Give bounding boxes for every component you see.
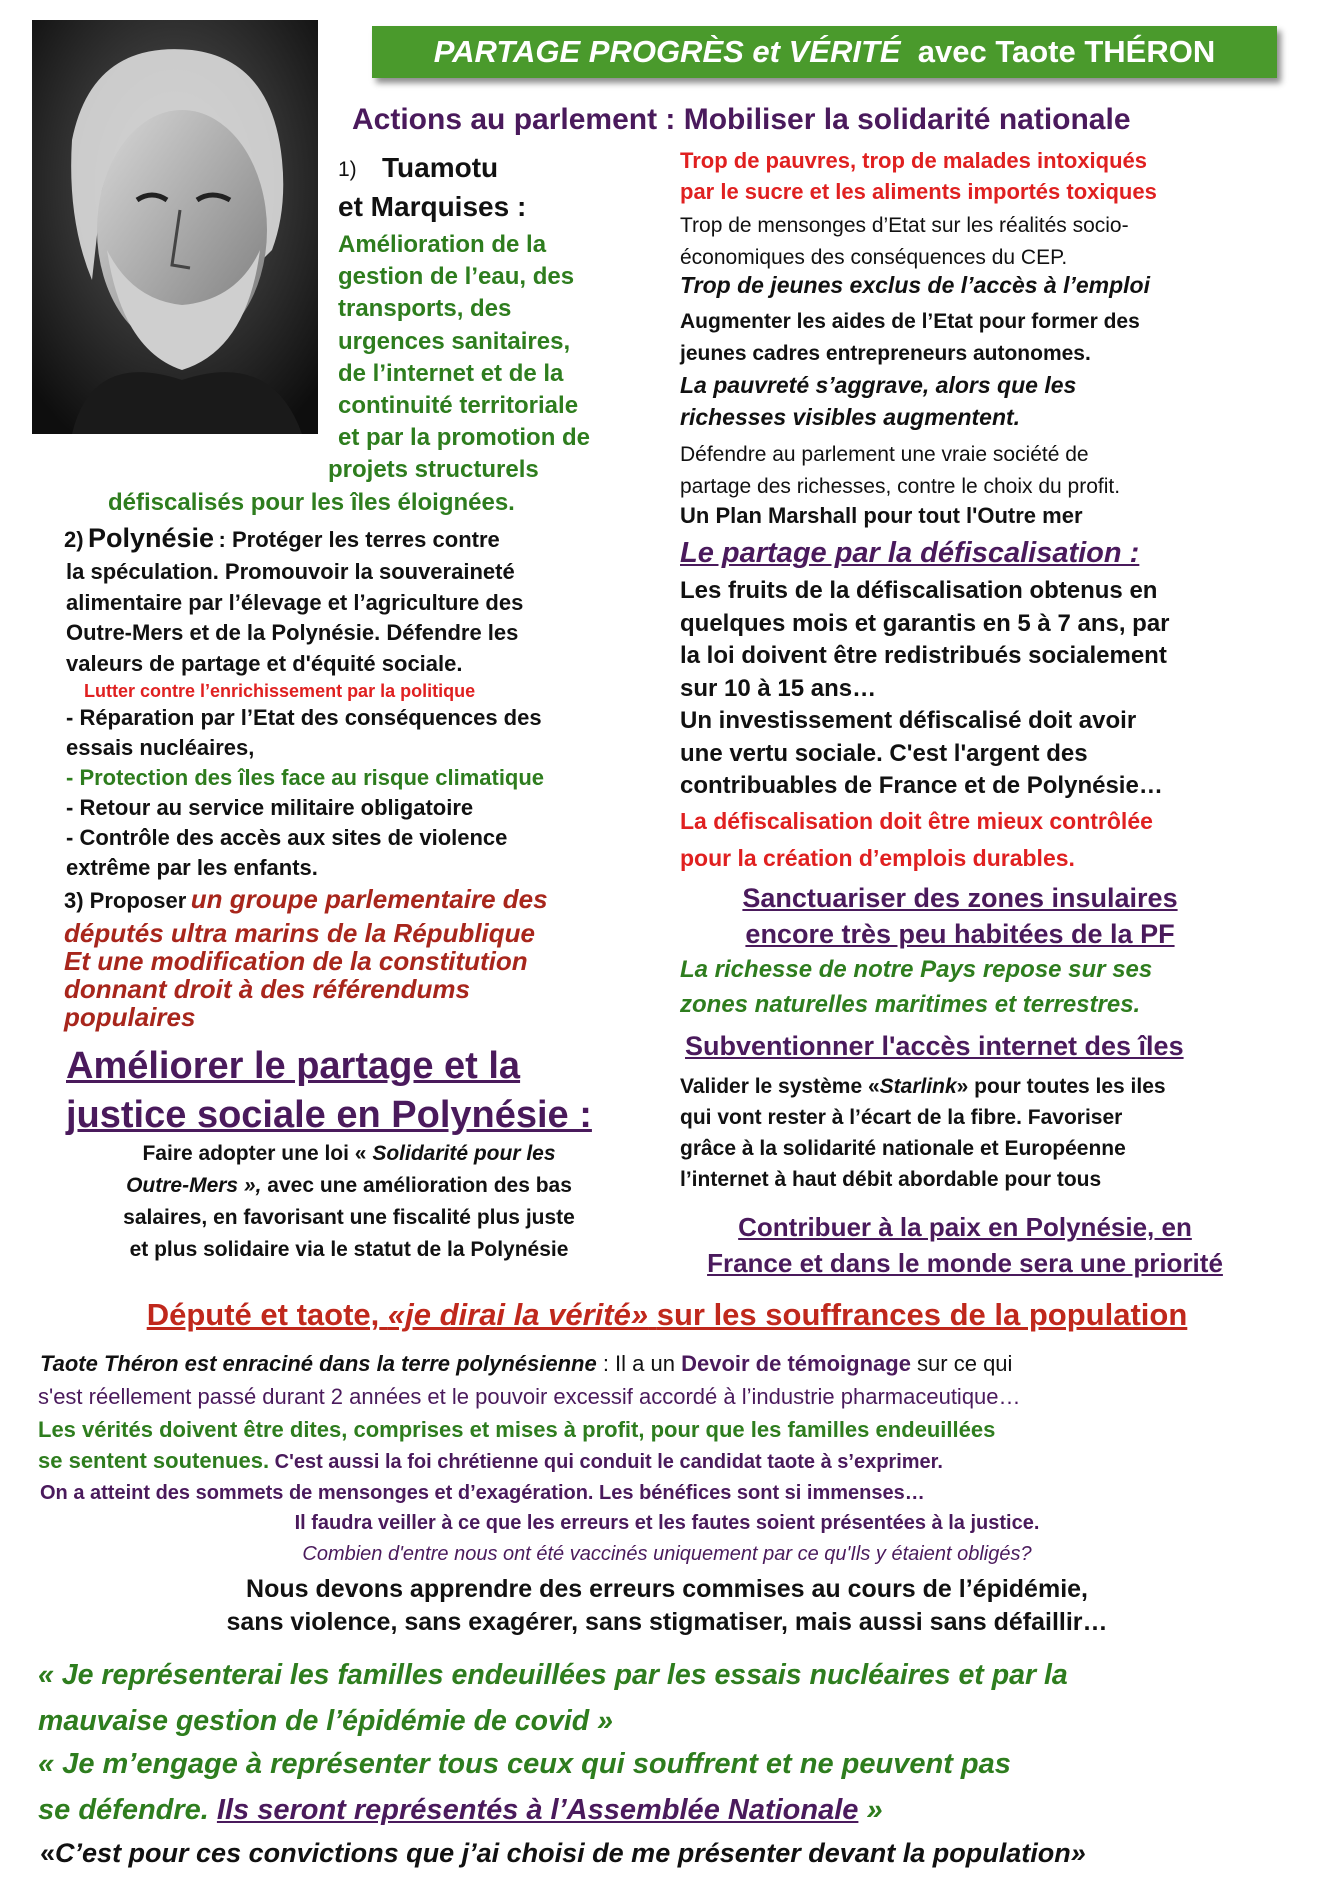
p3-line: un groupe parlementaire des — [190, 884, 548, 914]
p1-line: et par la promotion de — [338, 424, 591, 452]
quote-2-b — [38, 1787, 1011, 1833]
p1-body — [108, 229, 591, 519]
bottom-line-2: s'est réellement passé durant 2 années et le pouvoir excessif accordé à l’industrie pharmaceutique… — [38, 1384, 1021, 1409]
aid-line: jeunes cadres entrepreneurs autonomes. — [680, 342, 1091, 365]
p3-line: Et une modification de la constitution — [64, 946, 528, 976]
p3-lead: 3) Proposer — [64, 888, 187, 913]
bullet-military: - Retour au service militaire obligatoire — [66, 795, 474, 820]
p2-number: 2) — [64, 527, 84, 552]
red-line: Trop de pauvres, trop de malades intoxiqués — [680, 148, 1148, 173]
p1-line: urgences sanitaires, — [338, 327, 571, 355]
p1-line: gestion de l’eau, des — [338, 263, 575, 291]
bottom-title-a: Député et taote, — [146, 1297, 380, 1332]
quote-2-b-c: » — [858, 1794, 883, 1826]
candidate-portrait — [32, 20, 318, 434]
fruits-text — [680, 575, 1170, 803]
p2-bullets — [66, 703, 544, 883]
p2-line: Outre-Mers et de la Polynésie. Défendre les — [66, 620, 519, 645]
bottom-line-3: Les vérités doivent être dites, comprises et mises à profit, pour que les familles endeuillées — [38, 1417, 996, 1442]
aid-text — [680, 306, 1140, 370]
p3-first-line — [64, 884, 548, 915]
fruits-line: Les fruits de la défiscalisation obtenus en — [680, 577, 1158, 604]
starlink-text — [680, 1071, 1166, 1195]
bullet-control-cont: extrême par les enfants. — [66, 855, 318, 880]
quote-2-a: « Je m’engage à représenter tous ceux qui souffrent et ne peuvent pas — [38, 1748, 1011, 1780]
p1-line: de l’internet et de la — [338, 359, 564, 387]
improve-line-3: salaires, en favorisant une fiscalité plus juste — [123, 1206, 575, 1229]
bottom-line-1 — [40, 1351, 1012, 1377]
control-line: pour la création d’emplois durables. — [680, 845, 1075, 871]
bottom-line-7: Combien d'entre nous ont été vaccinés uniquement par ce qu'Ils y étaient obligés? — [302, 1543, 1032, 1565]
p2-line: la spéculation. Promouvoir la souveraineté — [66, 559, 515, 584]
lies-text — [680, 210, 1129, 274]
bottom-line-5: On a atteint des sommets de mensonges et d’exagération. Les bénéfices sont si immenses… — [40, 1482, 925, 1504]
p2-red-line: Lutter contre l’enrichissement par la politique — [84, 681, 476, 701]
starlink-line: l’internet à haut débit abordable pour tous — [680, 1168, 1102, 1191]
improve-line-2 — [64, 1170, 634, 1202]
bottom-title-c: sur les souffrances de la population — [656, 1297, 1188, 1332]
improve-line-4: et plus solidaire via le statut de la Polynésie — [129, 1238, 569, 1261]
banner-main: PARTAGE PROGRÈS et VÉRITÉ — [433, 34, 901, 69]
page-subtitle: Actions au parlement : Mobiliser la solidarité nationale — [352, 103, 1131, 136]
quote-3-b: C’est pour ces convictions que j’ai choisi de me présenter devant la population» — [55, 1838, 1086, 1868]
p3-line: députés ultra marins de la République — [64, 918, 535, 948]
bottom-l4b: C'est aussi la foi chrétienne qui conduit le candidat taote à s’exprimer. — [269, 1451, 943, 1473]
fruits-line: Un investissement défiscalisé doit avoir — [680, 707, 1137, 734]
portrait-image — [32, 20, 318, 434]
bottom-line-8: Nous devons apprendre des erreurs commises au cours de l’épidémie, — [246, 1575, 1088, 1603]
p2-line: valeurs de partage et d'équité sociale. — [66, 650, 463, 676]
marshall-plan: Un Plan Marshall pour tout l'Outre mer — [680, 503, 1083, 528]
right-red-intro — [680, 145, 1157, 207]
bottom-title — [0, 1297, 1334, 1333]
banner-author: avec Taote THÉRON — [917, 34, 1216, 69]
p1-title-a: Tuamotu — [382, 152, 499, 183]
richness-line: La richesse de notre Pays repose sur ses — [680, 956, 1153, 983]
bullet-protection: - Protection des îles face au risque climatique — [66, 765, 545, 790]
quote-2-b-a: se défendre. — [38, 1794, 217, 1826]
peace-title — [670, 1209, 1260, 1281]
p1-line: continuité territoriale — [338, 392, 579, 420]
control-text — [680, 803, 1153, 877]
p1-number: 1) — [338, 158, 357, 181]
richness-text — [680, 952, 1152, 1022]
defend-line: Défendre au parlement une vraie société de — [680, 443, 1089, 466]
p3-body — [64, 919, 535, 1031]
quote-2-b-b: Ils seront représentés à l’Assemblée Nationale — [216, 1794, 859, 1826]
richness-line: zones naturelles maritimes et terrestres. — [680, 991, 1141, 1018]
youth-heading: Trop de jeunes exclus de l’accès à l’emploi — [680, 272, 1150, 298]
p2-body — [66, 557, 523, 679]
red-line: par le sucre et les aliments importés toxiques — [680, 179, 1157, 204]
improve-2a: Outre-Mers », — [126, 1174, 262, 1197]
bottom-learn — [0, 1573, 1334, 1639]
quote-1-b: mauvaise gestion de l’épidémie de covid » — [38, 1705, 613, 1737]
header-banner — [372, 26, 1277, 78]
p2-line: alimentaire par l’élevage et l’agriculture des — [66, 589, 524, 615]
sanctuarize-title — [680, 880, 1240, 952]
bottom-title-b: «je dirai la vérité» — [387, 1297, 649, 1332]
defend-line: partage des richesses, contre le choix du profit. — [680, 475, 1121, 498]
p1-line: Amélioration de la — [338, 231, 547, 258]
poverty-line: La pauvreté s’aggrave, alors que les — [680, 372, 1077, 398]
p1-line: projets structurels — [328, 456, 539, 484]
quote-2 — [38, 1741, 1011, 1833]
bottom-l4a: se sentent soutenues. — [38, 1448, 270, 1473]
p2-heading — [64, 523, 500, 554]
bottom-line-4 — [38, 1448, 943, 1474]
bottom-l1c: Devoir de témoignage — [681, 1351, 911, 1376]
control-line: La défiscalisation doit être mieux contrôlée — [680, 808, 1153, 834]
starlink-c: » pour toutes les iles — [956, 1075, 1166, 1098]
bottom-line-6: Il faudra veiller à ce que les erreurs et les fautes soient présentées à la justice. — [294, 1512, 1040, 1534]
improve-title — [66, 1042, 592, 1140]
bullet-reparation-cont: essais nucléaires, — [66, 735, 255, 760]
bottom-l1a: Taote Théron est enraciné dans la terre polynésienne — [40, 1351, 597, 1376]
aid-line: Augmenter les aides de l’Etat pour former des — [680, 310, 1140, 333]
poverty-text — [680, 369, 1076, 433]
improve-line-1 — [64, 1138, 634, 1170]
fruits-line: la loi doivent être redistribués socialement — [680, 642, 1167, 669]
bullet-control: - Contrôle des accès aux sites de violence — [66, 825, 508, 850]
bottom-l1b: : Il a un — [596, 1351, 682, 1376]
bottom-l1d: sur ce qui — [910, 1351, 1013, 1376]
quote-1-a: « Je représenterai les familles endeuillées par les essais nucléaires et par la — [38, 1659, 1068, 1691]
quote-1 — [38, 1652, 1068, 1744]
fruits-line: sur 10 à 15 ans… — [680, 674, 877, 702]
starlink-line — [680, 1071, 1166, 1102]
p2-title: Polynésie — [88, 523, 215, 553]
bottom-line-9: sans violence, sans exagérer, sans stigmatiser, mais aussi sans défaillir… — [226, 1608, 1108, 1636]
p3-line: populaires — [64, 1002, 196, 1032]
p1-title-b: et Marquises : — [338, 191, 527, 222]
starlink-b: Starlink — [879, 1075, 957, 1098]
improve-2b: avec une amélioration des bas — [261, 1174, 572, 1197]
improve-1a: Faire adopter une loi « — [142, 1142, 373, 1165]
quote-3 — [40, 1838, 1086, 1869]
peace-line: France et dans le monde sera une priorité — [707, 1248, 1223, 1278]
sanct-line: encore très peu habitées de la PF — [745, 919, 1175, 949]
p1-line: défiscalisés pour les îles éloignées. — [108, 488, 515, 516]
starlink-a: Valider le système « — [680, 1075, 880, 1098]
fruits-line: quelques mois et garantis en 5 à 7 ans, par — [680, 609, 1170, 637]
fruits-line: une vertu sociale. C'est l'argent des — [680, 739, 1088, 767]
fruits-line: contribuables de France et de Polynésie… — [680, 772, 1163, 799]
internet-title: Subventionner l'accès internet des îles — [685, 1031, 1184, 1061]
bullet-reparation: - Réparation par l’Etat des conséquences des — [66, 705, 542, 730]
quote-3-a: « — [40, 1838, 56, 1868]
poverty-line: richesses visibles augmentent. — [680, 404, 1021, 430]
p2-first: : Protéger les terres contre — [218, 527, 500, 552]
improve-title-b: justice sociale en Polynésie : — [66, 1094, 592, 1136]
lies-line: économiques des conséquences du CEP. — [680, 246, 1068, 269]
sanct-line: Sanctuariser des zones insulaires — [742, 883, 1178, 913]
lies-line: Trop de mensonges d’Etat sur les réalités socio- — [680, 214, 1129, 237]
partage-title: Le partage par la défiscalisation : — [680, 537, 1140, 569]
defend-text — [680, 439, 1120, 503]
p1-line: transports, des — [338, 295, 512, 323]
improve-title-a: Améliorer le partage et la — [66, 1045, 521, 1087]
starlink-line: qui vont rester à l’écart de la fibre. Favoriser — [680, 1106, 1123, 1129]
p3-line: donnant droit à des référendums — [64, 974, 470, 1004]
peace-line: Contribuer à la paix en Polynésie, en — [738, 1212, 1192, 1242]
improve-body — [64, 1138, 634, 1266]
improve-1b: Solidarité pour les — [372, 1142, 556, 1165]
starlink-line: grâce à la solidarité nationale et Européenne — [680, 1137, 1126, 1160]
